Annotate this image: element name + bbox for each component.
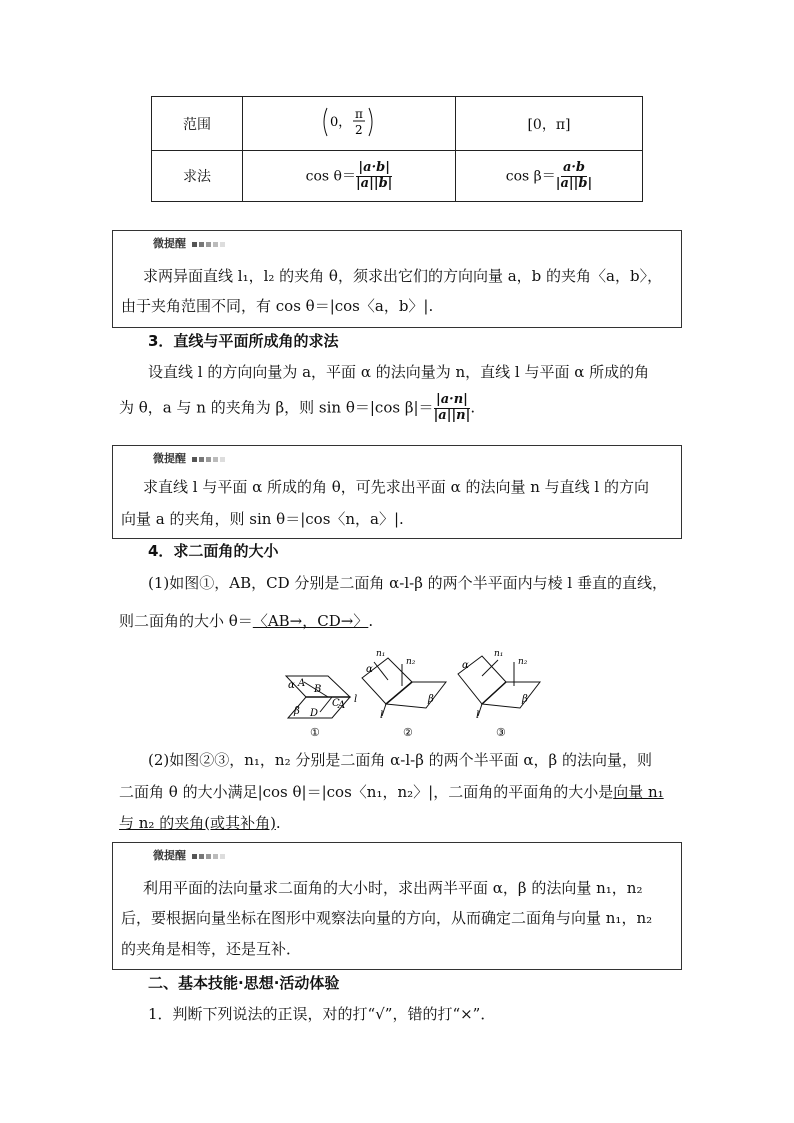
tip-label: 微提醒 [153,235,225,251]
blank-answer: 与 n₂ 的夹角(或其补角) [119,814,276,832]
label-n1: n₁ [494,649,504,659]
table-cell-range-2: [0，π] [456,97,643,151]
svg-text:2: 2 [355,122,363,137]
label-beta: β [294,706,300,717]
label-beta: β [428,694,434,705]
label-l: l [476,710,480,721]
label-beta: β [522,694,528,705]
paragraph-line: 二面角 θ 的大小满足|cos θ|＝|cos〈n₁，n₂〉|，二面角的平面角的大小是向量 n₁ [119,783,664,801]
svg-text:π: π [355,106,363,121]
label-B: B [314,684,322,695]
question-line: 1．判断下列说法的正误，对的打“√”，错的打“×”． [148,1005,496,1023]
tip-label: 微提醒 [153,450,225,466]
fraction-num: a·b [562,159,586,175]
paragraph-line: 为 θ，a 与 n 的夹角为 β，则 sin θ＝|cos β|＝ $\frac{|a\cdot n|}{|a||n|}$ . [119,392,476,423]
formula-lhs: cos θ＝ [305,168,356,184]
section-heading: 3．直线与平面所成角的求法 [148,332,339,350]
label-alpha: α [288,680,295,691]
paragraph-line: (1)如图①，AB，CD 分别是二面角 α-l-β 的两个半平面内与棱 l 垂直的直线， [148,574,667,592]
tip-box-3 [112,842,682,970]
tip-label: 微提醒 [153,847,225,863]
paragraph-line: 设直线 l 的方向向量为 a，平面 α 的法向量为 n，直线 l 与平面 α 所成的角 [148,363,650,381]
tip-text: 利用平面的法向量求二面角的大小时，求出两半平面 α，β 的法向量 n₁，n₂ [143,879,643,897]
fraction [356,161,392,192]
label-l: l [380,710,384,721]
figure-number: ③ [496,726,506,739]
open-interval-formula [319,102,379,142]
figure-number: ② [403,726,413,739]
tip-text: 后，要根据向量坐标在图形中观察法向量的方向，从而确定二面角与向量 n₁，n₂ [121,909,653,927]
fraction-den: |a||b| [555,175,593,191]
label-n1: n₁ [376,649,386,659]
section-heading: 二、基本技能·思想·活动体验 [148,974,340,992]
fraction-num: |a·b| [358,159,390,175]
section-heading: 4．求二面角的大小 [148,542,279,560]
figure-3 [458,656,540,716]
table-row [152,151,643,202]
table-cell-label: 范围 [152,97,243,151]
tip-text: 的夹角是相等，还是互补． [121,940,302,958]
label-D: D [310,708,319,719]
label-l: l [354,694,358,705]
blank-answer: 向量 n₁ [613,783,664,801]
paragraph-line: 则二面角的大小 θ＝〈AB→，CD→〉. [119,612,374,630]
label-n2: n₂ [518,657,528,667]
tip-box-2 [112,445,682,539]
tip-text: 向量 a 的夹角，则 sin θ＝|cos〈n，a〉|. [121,510,404,528]
label-alpha: α [462,660,469,671]
paragraph-line: 与 n₂ 的夹角(或其补角). [119,814,281,832]
label-C: C [332,698,340,709]
figure-2 [362,658,446,716]
table-cell-range-1 [243,97,456,151]
comparison-table [151,96,643,202]
label-A2: A [338,700,346,711]
fraction-num: |a·n| [436,392,468,407]
tip-box-1 [112,230,682,328]
label-A: A [298,678,306,689]
blank-answer: 〈AB→，CD→〉 [252,612,369,630]
table-cell-formula-2 [456,151,643,202]
dihedral-figures [276,642,556,742]
formula-lhs: cos β＝ [505,168,556,184]
tip-text: 求两异面直线 l₁，l₂ 的夹角 θ，须求出它们的方向向量 a，b 的夹角〈a，b〉， [143,267,663,285]
figure-number: ① [310,726,320,739]
tip-text: 由于夹角范围不同，有 cos θ＝|cos〈a，b〉|. [121,297,434,315]
table-cell-formula-1 [243,151,456,202]
paragraph-line: (2)如图②③，n₁，n₂ 分别是二面角 α-l-β 的两个半平面 α，β 的法向量，则 [148,751,652,769]
label-alpha: α [366,664,373,675]
table-row [152,97,643,151]
label-n2: n₂ [406,657,416,667]
fraction [434,393,471,424]
fraction-den: |a||n| [433,407,471,423]
svg-text:0，: 0， [330,114,352,130]
fraction-den: |a||b| [355,175,393,191]
table-cell-label: 求法 [152,151,243,202]
tip-text: 求直线 l 与平面 α 所成的角 θ，可先求出平面 α 的法向量 n 与直线 l 的方向 [143,478,649,496]
fraction [556,161,592,192]
